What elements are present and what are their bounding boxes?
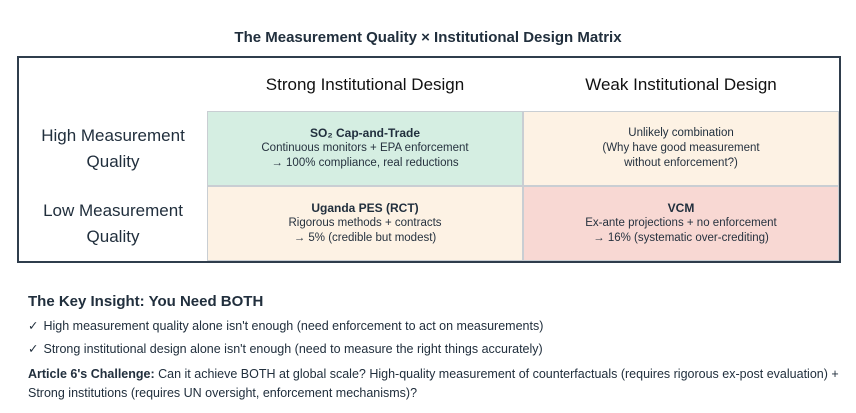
matrix-table — [17, 56, 841, 263]
cell-line: → 5% (credible but modest) — [293, 232, 437, 244]
matrix-cell-low-strong — [207, 186, 523, 261]
cell-line: → 100% compliance, real reductions — [271, 157, 459, 169]
cell-line: Ex-ante projections + no enforcement — [585, 217, 777, 229]
insight-point-text: High measurement quality alone isn't enough (need enforcement to act on measurements) — [43, 319, 544, 333]
cell-title-vcm: VCM — [667, 201, 695, 215]
matrix-cell-low-weak — [523, 186, 839, 261]
page-title: The Measurement Quality × Institutional Design Matrix — [234, 29, 622, 46]
insight-point — [28, 319, 828, 334]
cell-line: Continuous monitors + EPA enforcement — [261, 142, 469, 154]
row-header-low-measurement-quality: Low Measurement Quality — [43, 200, 183, 246]
matrix-cell-high-weak — [523, 111, 839, 186]
row-header-high-measurement-quality: High Measurement Quality — [41, 125, 185, 171]
challenge-label: Article 6's Challenge: — [28, 367, 155, 381]
cell-line: → 16% (systematic over-crediting) — [593, 232, 769, 244]
cell-line: without enforcement?) — [624, 157, 738, 169]
slide — [0, 29, 856, 403]
check-icon: ✓ — [28, 319, 39, 333]
cell-title-unlikely-combination: Unlikely combination — [628, 127, 734, 139]
insight-point-text: Strong institutional design alone isn't enough (need to measure the right things accurately) — [43, 342, 543, 356]
cell-title-so2-cap-and-trade: SO₂ Cap-and-Trade — [309, 126, 420, 140]
matrix-corner-spacer — [19, 58, 207, 111]
insight-points — [28, 319, 828, 357]
key-insight-heading: The Key Insight: You Need BOTH — [28, 293, 264, 310]
insight-point — [28, 342, 828, 357]
article6-challenge-paragraph — [28, 365, 840, 403]
cell-line: Rigorous methods + contracts — [288, 217, 442, 229]
col-header-strong-institutional-design: Strong Institutional Design — [265, 74, 465, 94]
cell-line: (Why have good measurement — [602, 142, 760, 154]
challenge-text: Can it achieve BOTH at global scale? High-quality measurement of counterfactuals (requires rigorous ex-post evaluation) + Strong institutions (requires UN oversight, enforcement mechanisms)? — [28, 367, 839, 400]
check-icon: ✓ — [28, 342, 39, 356]
matrix-cell-high-strong — [207, 111, 523, 186]
col-header-weak-institutional-design: Weak Institutional Design — [585, 74, 777, 94]
cell-title-uganda-pes-rct: Uganda PES (RCT) — [311, 201, 419, 215]
